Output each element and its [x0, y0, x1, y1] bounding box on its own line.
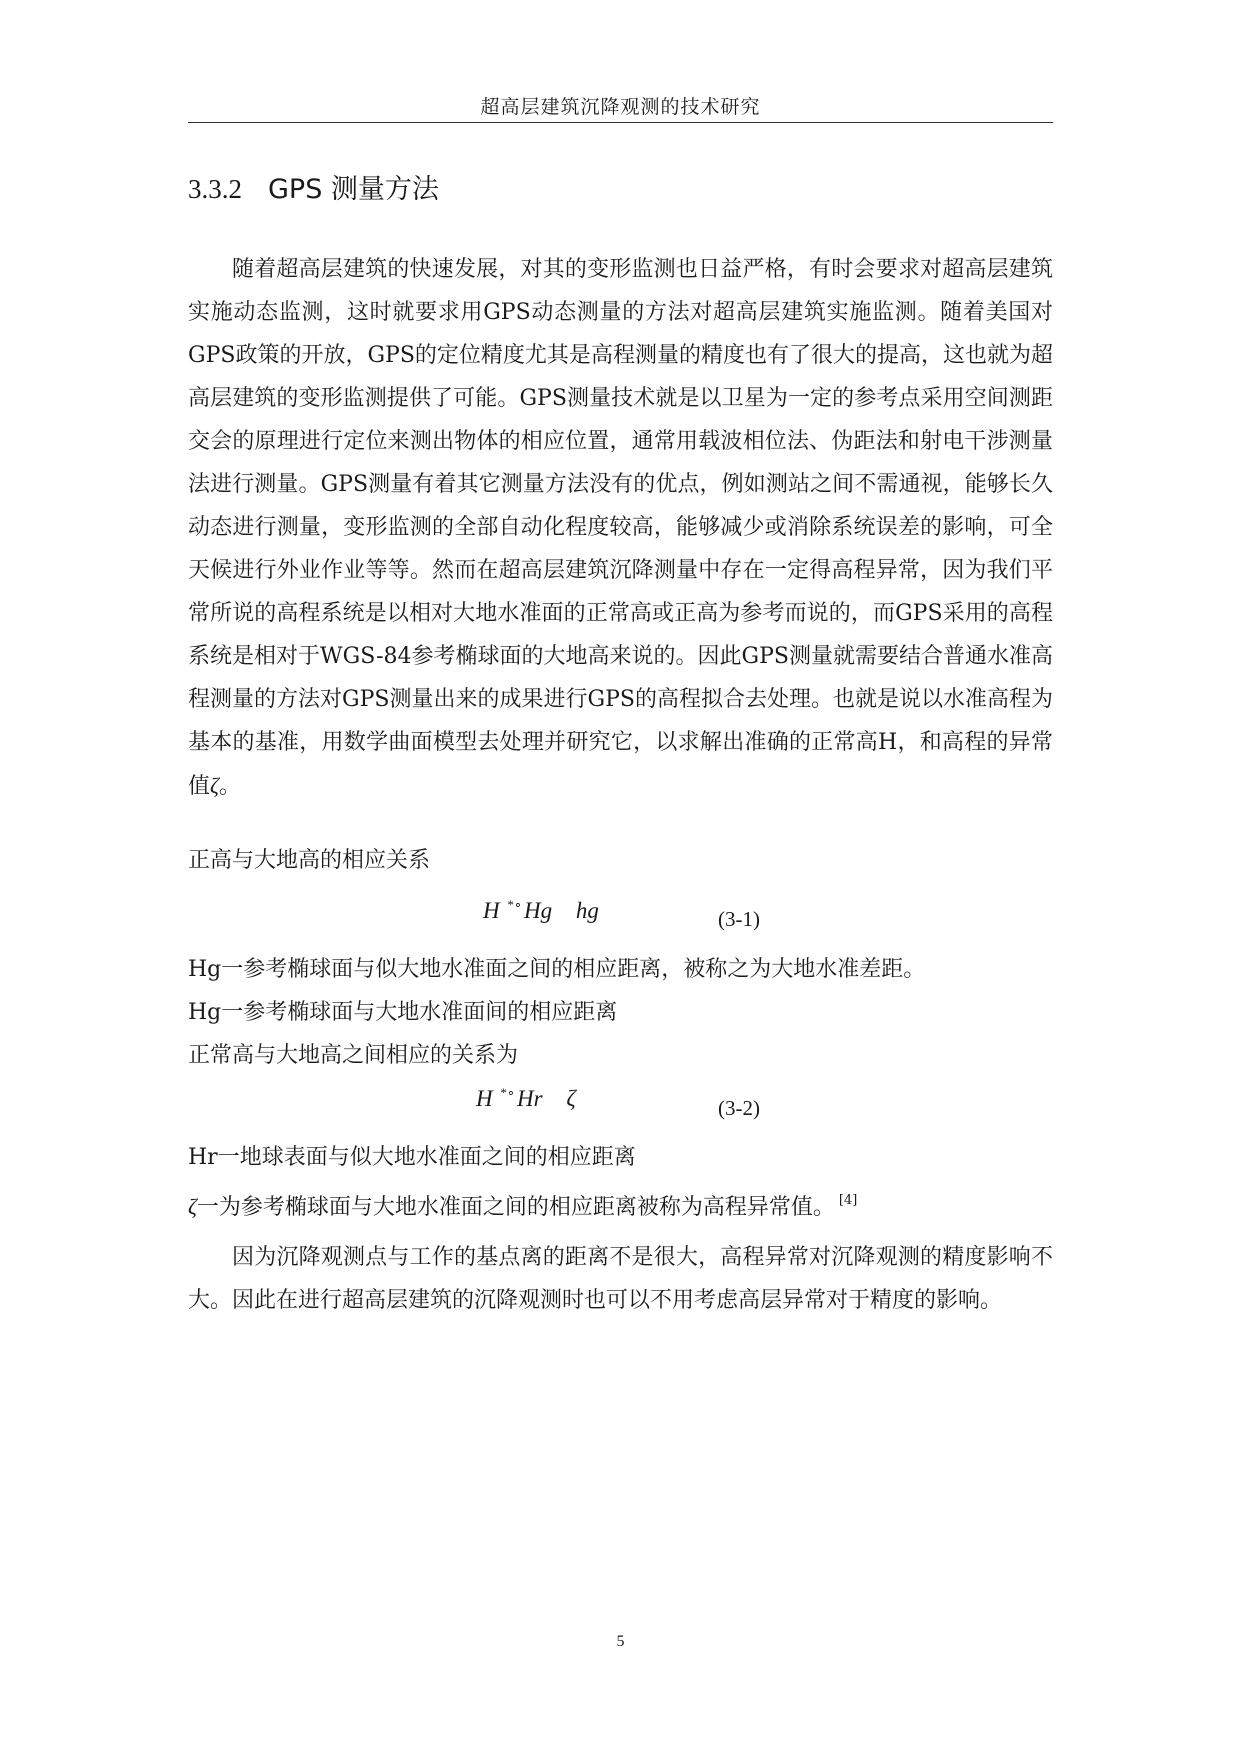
formula-term-1: Hr [517, 1086, 543, 1111]
formula-operator: *∘ [507, 897, 523, 912]
page-number: 5 [616, 1633, 625, 1650]
paragraph-gps-method [188, 248, 1053, 808]
formula-term-1: Hg [524, 898, 553, 923]
paragraph-end: 。 [218, 774, 241, 799]
zeta-symbol: ζ [188, 1194, 197, 1219]
formula-number-3-2: (3-2) [718, 1096, 760, 1120]
definition-text: 一为参考椭球面与大地水准面之间的相应距离被称为高程异常值。 [196, 1195, 835, 1220]
relation-label-1: 正高与大地高的相应关系 [188, 848, 431, 873]
paragraph-text: 随着超高层建筑的快速发展，对其的变形监测也日益严格，有时会要求对超高层建筑实施动态监测，这时就要求用GPS动态测量的方法对超高层建筑实施监测。随着美国对GPS政策的开放，GPS的定位精度尤其是高程测量的精度也有了很大的提高，这也就为超高层建筑的变形监测提供了可能。GPS测量技术就是以卫星为一定的参考点采用空间测距交会的原理进行定位来测出物体的相应位置，通常用载波相位法、伪距法和射电干涉测量法进行测量。GPS测量有着其它测量方法没有的优点，例如测站之间不需通视，能够长久动态进行测量，变形监测的全部自动化程度较高，能够减少或消除系统误差的影响，可全天候进行外业作业等等。然而在超高层建筑沉降测量中存在一定得高程异常，因为我们平常所说的高程系统是以相对大地水准面的正常高或正高为参考而说的，而GPS采用的高程系统是相对于WGS-84参考椭球面的大地高来说的。因此GPS测量就需要结合普通水准高程测量的方法对GPS测量出来的成果进行GPS的高程拟合去处理。也就是说以水准高程为基本的基准，用数学曲面模型去处理并研究它，以求解出准确的正常高H，和高程的异常值 [188, 257, 1053, 799]
formula-operator: *∘ [500, 1085, 516, 1100]
formula-3-2 [476, 1085, 576, 1112]
running-header: 超高层建筑沉降观测的技术研究 [480, 96, 761, 118]
paragraph-conclusion: 因为沉降观测点与工作的基点离的距离不是很大，高程异常对沉降观测的精度影响不大。因此在进行超高层建筑的沉降观测时也可以不用考虑高层异常对于精度的影响。 [188, 1245, 1053, 1313]
citation-ref: [4] [838, 1193, 858, 1208]
header-rule [188, 122, 1053, 123]
definition-zeta [188, 1190, 857, 1221]
definition-hg-1: Hg一参考椭球面与似大地水准面之间的相应距离，被称之为大地水准差距。 [188, 957, 926, 982]
relation-label-2: 正常高与大地高之间相应的关系为 [188, 1043, 519, 1068]
definition-hg-2: Hg一参考椭球面与大地水准面间的相应距离 [188, 1000, 618, 1025]
formula-term-2: hg [575, 898, 599, 923]
definition-hr: Hr一地球表面与似大地水准面之间的相应距离 [188, 1145, 636, 1170]
zeta-symbol: ζ [210, 773, 219, 798]
section-title: GPS 测量方法 [268, 174, 439, 205]
formula-lhs: H [483, 898, 500, 923]
formula-number-3-1: (3-1) [718, 907, 760, 931]
section-number: 3.3.2 [188, 174, 242, 204]
section-heading [188, 167, 439, 206]
formula-3-1 [483, 897, 599, 924]
formula-lhs: H [476, 1086, 493, 1111]
formula-term-2: ζ [566, 1086, 576, 1111]
